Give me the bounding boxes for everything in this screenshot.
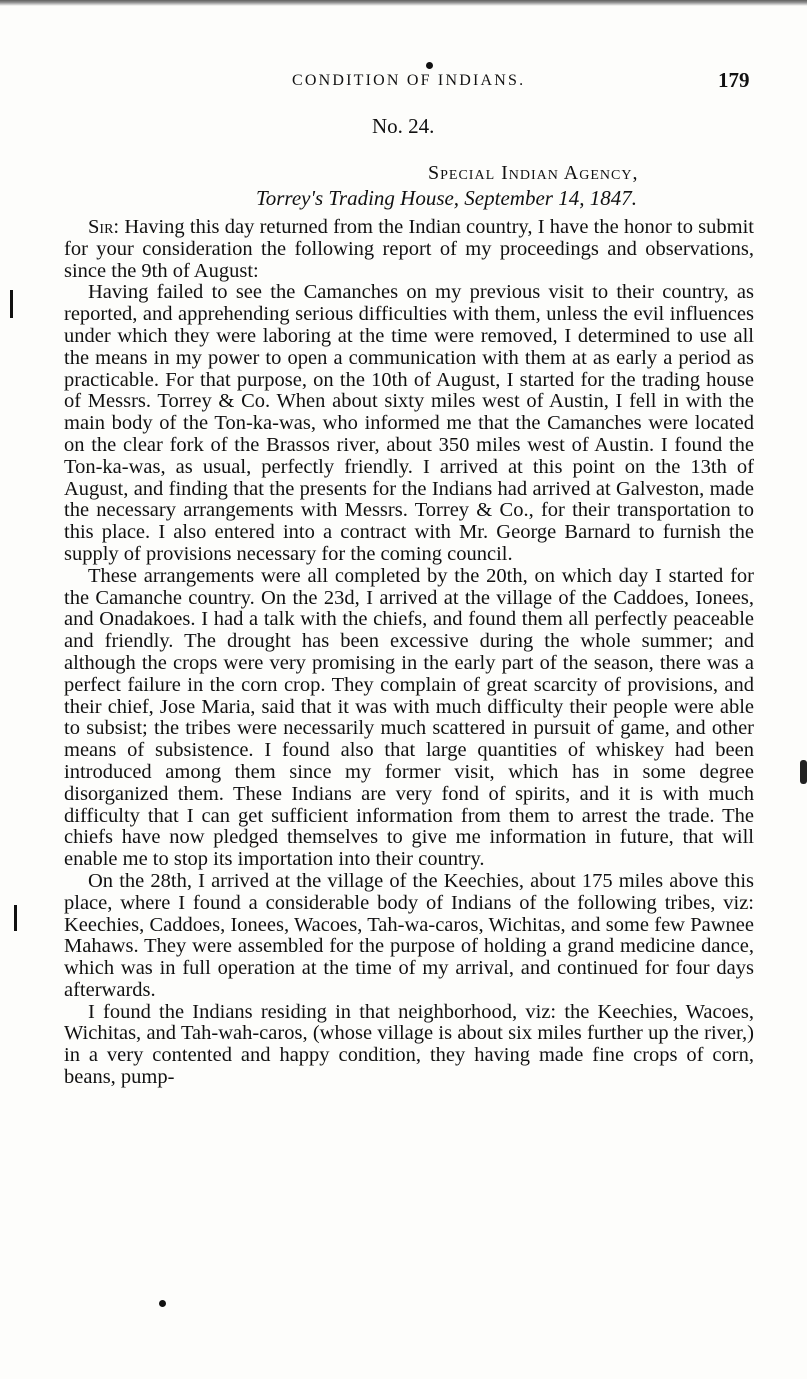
letter-body [64,217,754,1089]
paragraph: Having failed to see the Camanches on my previous visit to their country, as reported, and apprehending serious difficulties with them, unless the evil influences under which they were laboring at the time were removed, I determined to use all the means in my power to open a communication with them at as early a period as practicable. For that purpose, on the 10th of August, I started for the trading house of Messrs. Torrey & Co. When about sixty miles west of Austin, I fell in with the main body of the Ton-ka-was, who informed me that the Camanches were located on the clear fork of the Brassos river, about 350 miles west of Austin. I found the Ton-ka-was, as usual, perfectly friendly. I arrived at this point on the 13th of August, and finding that the presents for the Indians had arrived at Galveston, made the necessary arrangements with Messrs. Torrey & Co., for their transportation to this place. I also entered into a contract with Mr. George Barnard to furnish the supply of provisions necessary for the coming council. [64,281,754,565]
salutation: Sir: [88,216,120,238]
ink-dot [159,1300,166,1307]
letter-heading-place-date: Torrey's Trading House, September 14, 1847. [256,186,637,210]
letter-heading-agency: Special Indian Agency, [428,162,639,184]
paragraph: On the 28th, I arrived at the village of the Keechies, about 175 miles above this place, where I found a considerable body of Indians of the following tribes, viz: Keechies, Caddoes, Ionees, Wacoes, Tah-wa-caros, Wichitas, and some few Pawnee Mahaws. They were assembled for the purpose of holding a grand medicine dance, which was in full operation at the time of my arrival, and continued for four days afterwards. [64,869,754,1001]
paragraph-text: Having this day returned from the Indian country, I have the honor to submit for your consideration the following report of my proceedings and observations, since the 9th of August: [64,216,754,282]
running-head: CONDITION OF INDIANS. [292,72,526,89]
margin-mark [10,290,13,318]
paragraph: These arrangements were all completed by the 20th, on which day I started for the Camanche country. On the 23d, I arrived at the village of the Caddoes, Ionees, and Onadakoes. I had a talk with the chiefs, and found them all perfectly peaceable and friendly. The drought has been excessive during the whole summer; and although the crops were very promising in the early part of the season, there was a perfect failure in the corn crop. They complain of great scarcity of provisions, and their chief, Jose Maria, said that it was with much difficulty their people were able to subsist; the tribes were necessarily much scattered in pursuit of game, and other means of subsistence. I found also that large quantities of whiskey had been introduced among them since my former visit, which has in some degree disorganized them. These Indians are very fond of spirits, and it is with much difficulty that I can get sufficient information from them to arrest the trade. The chiefs have now pledged themselves to give me information in future, that will enable me to stop its importation into their country. [64,564,754,871]
paragraph [64,217,754,282]
ink-dot [426,62,433,69]
page-top-edge [0,0,807,6]
page-edge-mark [800,760,807,784]
margin-mark [14,905,17,931]
paragraph: I found the Indians residing in that neighborhood, viz: the Keechies, Wacoes, Wichitas, and Tah-wah-caros, (whose village is about six miles further up the river,) in a very contented and happy condition, they having made fine crops of corn, beans, pump- [64,1000,754,1089]
document-number: No. 24. [372,114,435,138]
page-number: 179 [718,68,750,92]
